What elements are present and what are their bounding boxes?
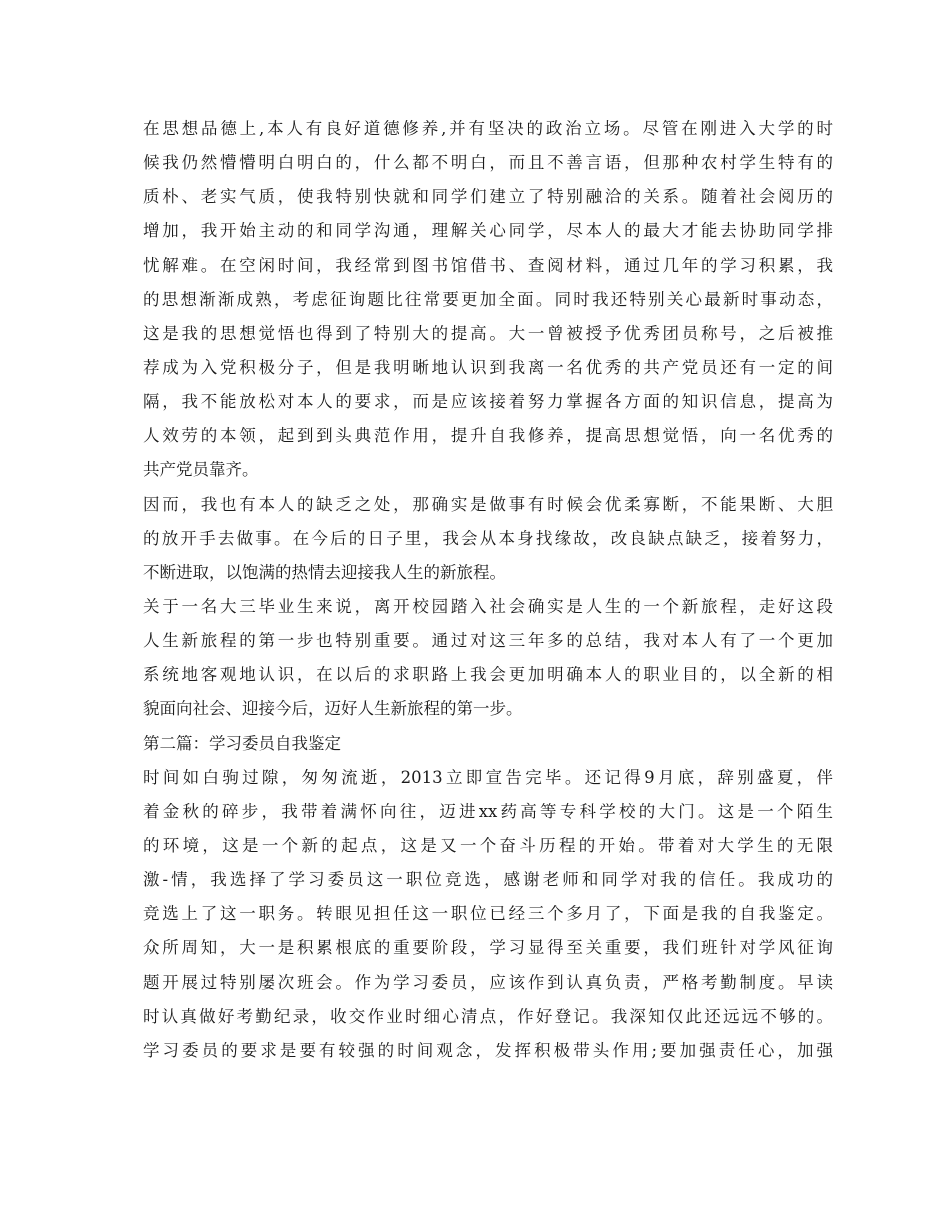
text-line: 貌面向社会、迎接今后，迈好人生新旅程的第一步。 [143,699,523,719]
text-line: 因而，我也有本人的缺乏之处，那确实是做事有时候会优柔寡断，不能果断、大胆 [143,494,833,514]
text-line: 关于一名大三毕业生来说，离开校园踏入社会确实是人生的一个新旅程，走好这段 [143,596,833,616]
text-line: 学习委员的要求是要有较强的时间观念，发挥积极带头作用;要加强责任心，加强 [143,1040,833,1060]
text-line: 激-情，我选择了学习委员这一职位竞选，感谢老师和同学对我的信任。我成功的 [143,870,833,890]
text-line: 这是我的思想觉悟也得到了特别大的提高。大一曾被授予优秀团员称号，之后被推 [143,323,833,343]
text-line: 共产党员靠齐。 [143,460,259,480]
text-line: 人效劳的本领，起到到头典范作用，提升自我修养，提高思想觉悟，向一名优秀的 [143,426,833,446]
text-line: 荐成为入党积极分子，但是我明晰地认识到我离一名优秀的共产党员还有一定的间 [143,357,833,377]
document-body [143,112,833,1068]
text-line: 系统地客观地认识，在以后的求职路上我会更加明确本人的职业目的，以全新的相 [143,665,833,685]
section-heading: 第二篇：学习委员自我鉴定 [143,733,341,753]
text-line: 竞选上了这一职务。转眼见担任这一职位已经三个多月了，下面是我的自我鉴定。 [143,904,833,924]
text-line: 人生新旅程的第一步也特别重要。通过对这三年多的总结，我对本人有了一个更加 [143,631,833,651]
text-line: 题开展过特别屡次班会。作为学习委员，应该作到认真负责，严格考勤制度。早读 [143,972,833,992]
text-line: 在思想品德上,本人有良好道德修养,并有坚决的政治立场。尽管在刚进入大学的时 [143,119,833,138]
text-line: 众所周知，大一是积累根底的重要阶段，学习显得至关重要，我们班针对学风征询 [143,938,833,958]
text-line: 的思想渐渐成熟，考虑征询题比往常要更加全面。同时我还特别关心最新时事动态， [143,289,833,309]
text-line: 增加，我开始主动的和同学沟通，理解关心同学，尽本人的最大才能去协助同学排 [143,221,833,241]
text-line: 时间如白驹过隙，匆匆流逝，2013立即宣告完毕。还记得9月底，辞别盛夏，伴 [143,767,833,787]
text-line: 忧解难。在空闲时间，我经常到图书馆借书、查阅材料，通过几年的学习积累，我 [143,255,833,275]
text-line: 不断进取，以饱满的热情去迎接我人生的新旅程。 [143,562,506,582]
text-line: 质朴、老实气质，使我特别快就和同学们建立了特别融洽的关系。随着社会阅历的 [143,187,833,207]
text-line: 隔，我不能放松对本人的要求，而是应该接着努力掌握各方面的知识信息，提高为 [143,392,833,412]
text-line: 着金秋的碎步，我带着满怀向往，迈进xx药高等专科学校的大门。这是一个陌生 [143,801,833,821]
text-line: 的放开手去做事。在今后的日子里，我会从本身找缘故，改良缺点缺乏，接着努力， [143,528,833,548]
text-line: 候我仍然懵懵明白明白的，什么都不明白，而且不善言语，但那种农村学生特有的 [143,153,833,173]
text-line: 时认真做好考勤纪录，收交作业时细心清点，作好登记。我深知仅此还远远不够的。 [143,1006,833,1026]
text-line: 的环境，这是一个新的起点，这是又一个奋斗历程的开始。带着对大学生的无限 [143,835,833,855]
